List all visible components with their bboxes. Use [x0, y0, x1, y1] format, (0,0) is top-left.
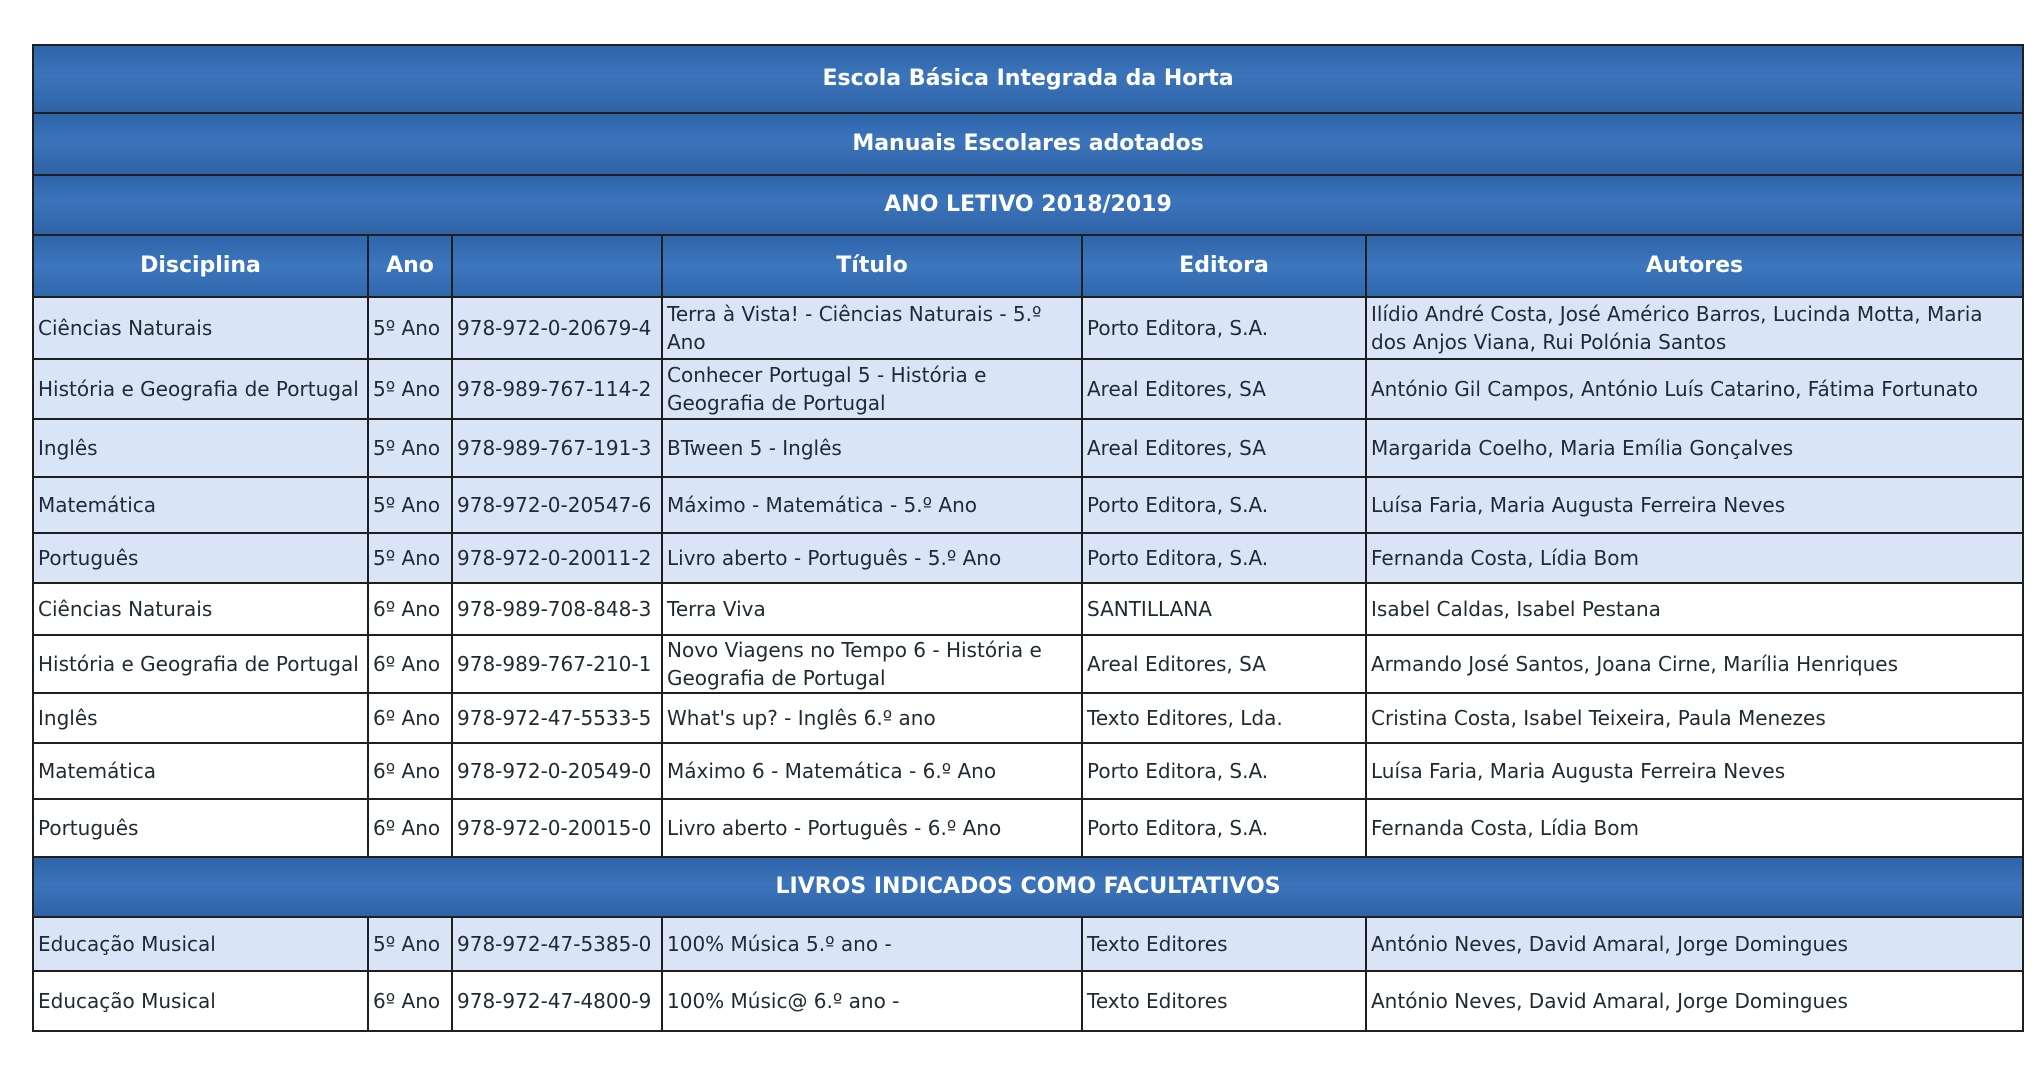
- cell-editora: Texto Editores: [1082, 917, 1366, 971]
- header-disciplina: Disciplina: [33, 235, 368, 297]
- cell-autores: Isabel Caldas, Isabel Pestana: [1366, 583, 2023, 635]
- column-header-row: [33, 235, 2023, 297]
- cell-titulo: Máximo 6 - Matemática - 6.º Ano: [662, 743, 1082, 799]
- cell-editora: Areal Editores, SA: [1082, 419, 1366, 477]
- cell-titulo: Livro aberto - Português - 5.º Ano: [662, 533, 1082, 583]
- cell-disciplina: Português: [33, 799, 368, 857]
- subtitle: Manuais Escolares adotados: [33, 113, 2023, 175]
- cell-titulo: Conhecer Portugal 5 - História e Geografia de Portugal: [662, 359, 1082, 419]
- cell-editora: SANTILLANA: [1082, 583, 1366, 635]
- header-ano: Ano: [368, 235, 452, 297]
- header-editora: Editora: [1082, 235, 1366, 297]
- table-row: [33, 743, 2023, 799]
- cell-titulo: Terra à Vista! - Ciências Naturais - 5.º Ano: [662, 297, 1082, 359]
- cell-autores: Ilídio André Costa, José Américo Barros, Lucinda Motta, Maria dos Anjos Viana, Rui Polónia Santos: [1366, 297, 2023, 359]
- cell-editora: Porto Editora, S.A.: [1082, 743, 1366, 799]
- cell-isbn: 978-972-0-20015-0: [452, 799, 662, 857]
- cell-titulo: Novo Viagens no Tempo 6 - História e Geografia de Portugal: [662, 635, 1082, 693]
- cell-disciplina: Português: [33, 533, 368, 583]
- cell-titulo: Máximo - Matemática - 5.º Ano: [662, 477, 1082, 533]
- cell-isbn: 978-972-0-20549-0: [452, 743, 662, 799]
- cell-ano: 5º Ano: [368, 419, 452, 477]
- table-row: [33, 533, 2023, 583]
- cell-editora: Porto Editora, S.A.: [1082, 533, 1366, 583]
- cell-ano: 6º Ano: [368, 799, 452, 857]
- cell-autores: Luísa Faria, Maria Augusta Ferreira Neves: [1366, 477, 2023, 533]
- table-row: [33, 583, 2023, 635]
- table-row: [33, 419, 2023, 477]
- cell-ano: 6º Ano: [368, 635, 452, 693]
- cell-ano: 5º Ano: [368, 917, 452, 971]
- cell-autores: Fernanda Costa, Lídia Bom: [1366, 799, 2023, 857]
- table-row: [33, 917, 2023, 971]
- cell-titulo: Terra Viva: [662, 583, 1082, 635]
- cell-ano: 5º Ano: [368, 533, 452, 583]
- cell-disciplina: Ciências Naturais: [33, 583, 368, 635]
- header-autores: Autores: [1366, 235, 2023, 297]
- cell-ano: 6º Ano: [368, 971, 452, 1031]
- cell-ano: 6º Ano: [368, 693, 452, 743]
- cell-ano: 5º Ano: [368, 477, 452, 533]
- cell-editora: Porto Editora, S.A.: [1082, 477, 1366, 533]
- table-row: [33, 297, 2023, 359]
- cell-editora: Areal Editores, SA: [1082, 635, 1366, 693]
- cell-autores: Cristina Costa, Isabel Teixeira, Paula Menezes: [1366, 693, 2023, 743]
- cell-isbn: 978-989-767-114-2: [452, 359, 662, 419]
- cell-titulo: 100% Música 5.º ano -: [662, 917, 1082, 971]
- cell-isbn: 978-972-47-4800-9: [452, 971, 662, 1031]
- cell-titulo: BTween 5 - Inglês: [662, 419, 1082, 477]
- cell-isbn: 978-989-767-210-1: [452, 635, 662, 693]
- cell-ano: 6º Ano: [368, 583, 452, 635]
- cell-ano: 6º Ano: [368, 743, 452, 799]
- cell-titulo: What's up? - Inglês 6.º ano: [662, 693, 1082, 743]
- cell-disciplina: Matemática: [33, 743, 368, 799]
- cell-autores: Luísa Faria, Maria Augusta Ferreira Neves: [1366, 743, 2023, 799]
- table-row: [33, 359, 2023, 419]
- cell-isbn: 978-972-47-5533-5: [452, 693, 662, 743]
- year-banner-row: [33, 175, 2023, 235]
- cell-editora: Porto Editora, S.A.: [1082, 799, 1366, 857]
- optional-books-title: LIVROS INDICADOS COMO FACULTATIVOS: [33, 857, 2023, 917]
- cell-autores: António Neves, David Amaral, Jorge Domingues: [1366, 971, 2023, 1031]
- cell-isbn: 978-972-47-5385-0: [452, 917, 662, 971]
- cell-disciplina: Matemática: [33, 477, 368, 533]
- cell-autores: António Neves, David Amaral, Jorge Domingues: [1366, 917, 2023, 971]
- cell-autores: Margarida Coelho, Maria Emília Gonçalves: [1366, 419, 2023, 477]
- cell-ano: 5º Ano: [368, 297, 452, 359]
- school-year: ANO LETIVO 2018/2019: [33, 175, 2023, 235]
- table-row: [33, 799, 2023, 857]
- cell-disciplina: Ciências Naturais: [33, 297, 368, 359]
- subtitle-banner-row: [33, 113, 2023, 175]
- table-row: [33, 971, 2023, 1031]
- cell-editora: Texto Editores: [1082, 971, 1366, 1031]
- school-name: Escola Básica Integrada da Horta: [33, 45, 2023, 113]
- school-banner-row: [33, 45, 2023, 113]
- cell-isbn: 978-972-0-20011-2: [452, 533, 662, 583]
- cell-autores: Armando José Santos, Joana Cirne, Marília Henriques: [1366, 635, 2023, 693]
- textbook-table: [32, 44, 2024, 1032]
- header-isbn: [452, 235, 662, 297]
- cell-disciplina: História e Geografia de Portugal: [33, 635, 368, 693]
- cell-disciplina: Inglês: [33, 693, 368, 743]
- cell-editora: Texto Editores, Lda.: [1082, 693, 1366, 743]
- cell-isbn: 978-972-0-20679-4: [452, 297, 662, 359]
- cell-autores: Fernanda Costa, Lídia Bom: [1366, 533, 2023, 583]
- optional-banner-row: [33, 857, 2023, 917]
- cell-editora: Areal Editores, SA: [1082, 359, 1366, 419]
- cell-disciplina: Educação Musical: [33, 971, 368, 1031]
- cell-isbn: 978-989-767-191-3: [452, 419, 662, 477]
- table-row: [33, 635, 2023, 693]
- cell-disciplina: História e Geografia de Portugal: [33, 359, 368, 419]
- cell-isbn: 978-972-0-20547-6: [452, 477, 662, 533]
- table-row: [33, 693, 2023, 743]
- cell-titulo: Livro aberto - Português - 6.º Ano: [662, 799, 1082, 857]
- cell-editora: Porto Editora, S.A.: [1082, 297, 1366, 359]
- cell-autores: António Gil Campos, António Luís Catarino, Fátima Fortunato: [1366, 359, 2023, 419]
- header-titulo: Título: [662, 235, 1082, 297]
- cell-isbn: 978-989-708-848-3: [452, 583, 662, 635]
- cell-ano: 5º Ano: [368, 359, 452, 419]
- textbook-sheet: [32, 44, 2022, 1032]
- cell-titulo: 100% Músic@ 6.º ano -: [662, 971, 1082, 1031]
- table-row: [33, 477, 2023, 533]
- cell-disciplina: Inglês: [33, 419, 368, 477]
- cell-disciplina: Educação Musical: [33, 917, 368, 971]
